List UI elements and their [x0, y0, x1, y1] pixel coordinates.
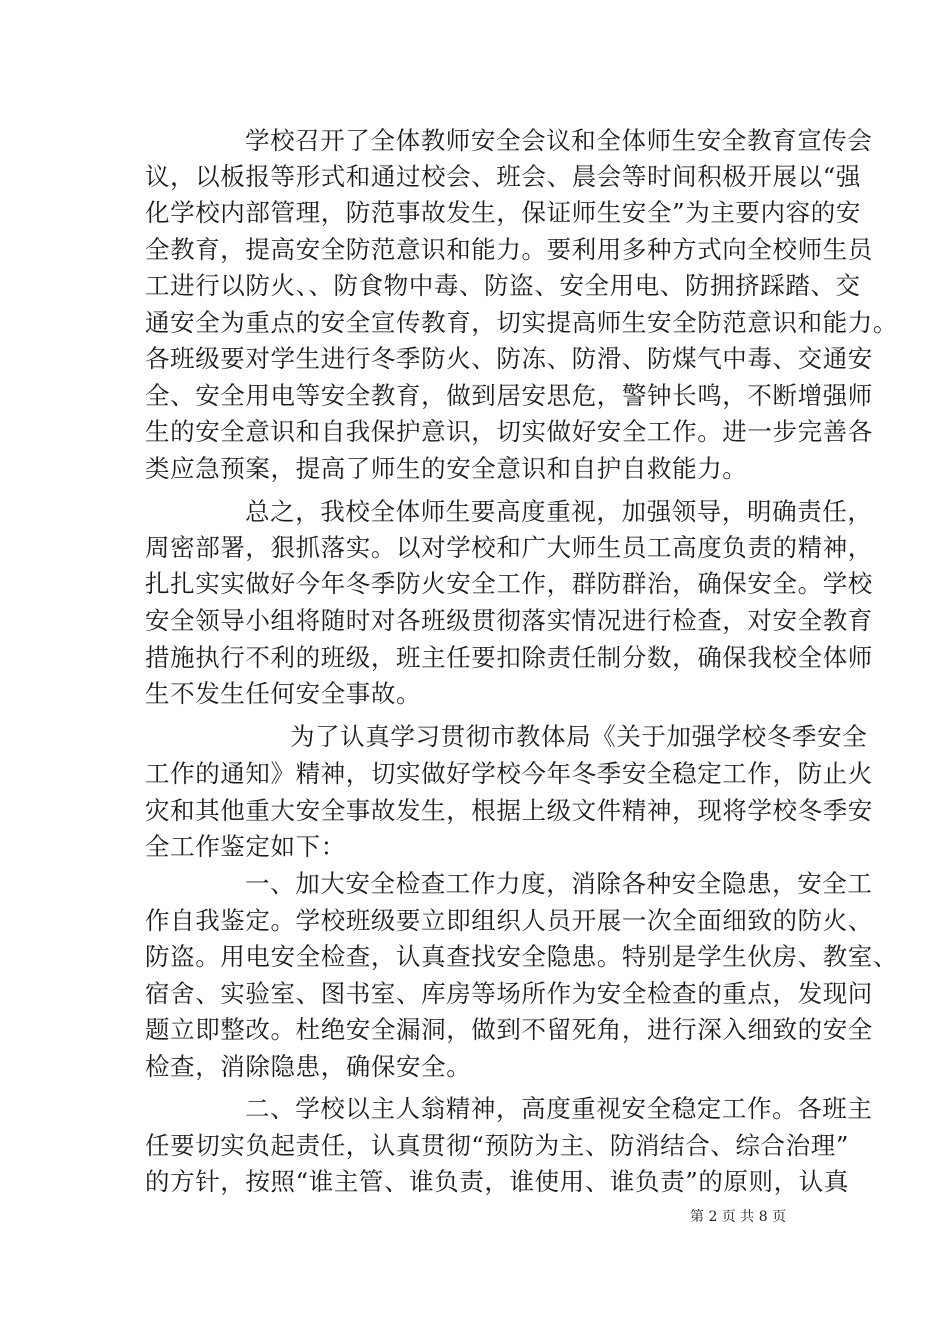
text-line: 措施执行不利的班级，班主任要扣除责任制分数，确保我校全体师	[145, 643, 873, 672]
text-line: 检查，消除隐患，确保安全。	[145, 1052, 472, 1081]
text-line: 任要切实负起责任，认真贯彻“预防为主、防消结合、综合治理”	[145, 1131, 849, 1160]
text-line: 作自我鉴定。学校班级要立即组织人员开展一次全面细致的防火、	[145, 906, 873, 935]
text-line: 全工作鉴定如下：	[145, 832, 346, 861]
text-line: 生不发生任何安全事故。	[145, 679, 422, 708]
text-line: 一、加大安全检查工作力度，消除各种安全隐患，安全工	[245, 869, 873, 898]
text-line: 宿舍、实验室、图书室、库房等场所作为安全检查的重点，发现问	[145, 979, 873, 1008]
text-line: 防盗。用电安全检查，认真查找安全隐患。特别是学生伙房、教室、	[145, 942, 898, 971]
text-line: 化学校内部管理，防范事故发生，保证师生安全”为主要内容的安	[145, 198, 861, 227]
text-line: 总之，我校全体师生要高度重视，加强领导，明确责任，	[245, 497, 873, 526]
text-line: 学校召开了全体教师安全会议和全体师生安全教育宣传会	[245, 126, 873, 155]
text-line: 灾和其他重大安全事故发生，根据上级文件精神，现将学校冬季安	[145, 796, 873, 825]
text-line: 工作的通知》精神，切实做好学校今年冬季安全稳定工作，防止火	[145, 759, 873, 788]
text-line: 为了认真学习贯彻市教体局《关于加强学校冬季安全	[290, 722, 868, 751]
text-line: 题立即整改。杜绝安全漏洞，做到不留死角，进行深入细致的安全	[145, 1015, 873, 1044]
text-line: 全教育，提高安全防范意识和能力。要利用多种方式向全校师生员	[145, 235, 873, 264]
page-number: 第 2 页 共 8 页	[690, 1209, 787, 1225]
text-line: 周密部署，狠抓落实。以对学校和广大师生员工高度负责的精神，	[145, 533, 873, 562]
text-line: 生的安全意识和自我保护意识，切实做好安全工作。进一步完善各	[145, 417, 873, 446]
text-line: 各班级要对学生进行冬季防火、防冻、防滑、防煤气中毒、交通安	[145, 344, 873, 373]
text-line: 通安全为重点的安全宣传教育，切实提高师生安全防范意识和能力。	[145, 308, 898, 337]
text-line: 议，以板报等形式和通过校会、班会、晨会等时间积极开展以“强	[145, 162, 861, 191]
text-line: 全、安全用电等安全教育，做到居安思危，警钟长鸣，不断增强师	[145, 381, 873, 410]
text-line: 工进行以防火、、防食物中毒、防盗、安全用电、防拥挤踩踏、交	[145, 271, 861, 300]
text-line: 类应急预案，提高了师生的安全意识和自护自救能力。	[145, 454, 748, 483]
text-line: 的方针，按照“谁主管、谁负责，谁使用、谁负责”的原则，认真	[145, 1167, 849, 1196]
text-line: 二、学校以主人翁精神，高度重视安全稳定工作。各班主	[245, 1094, 873, 1123]
text-line: 扎扎实实做好今年冬季防火安全工作，群防群治，确保安全。学校	[145, 569, 873, 598]
text-line: 安全领导小组将随时对各班级贯彻落实情况进行检查，对安全教育	[145, 606, 873, 635]
